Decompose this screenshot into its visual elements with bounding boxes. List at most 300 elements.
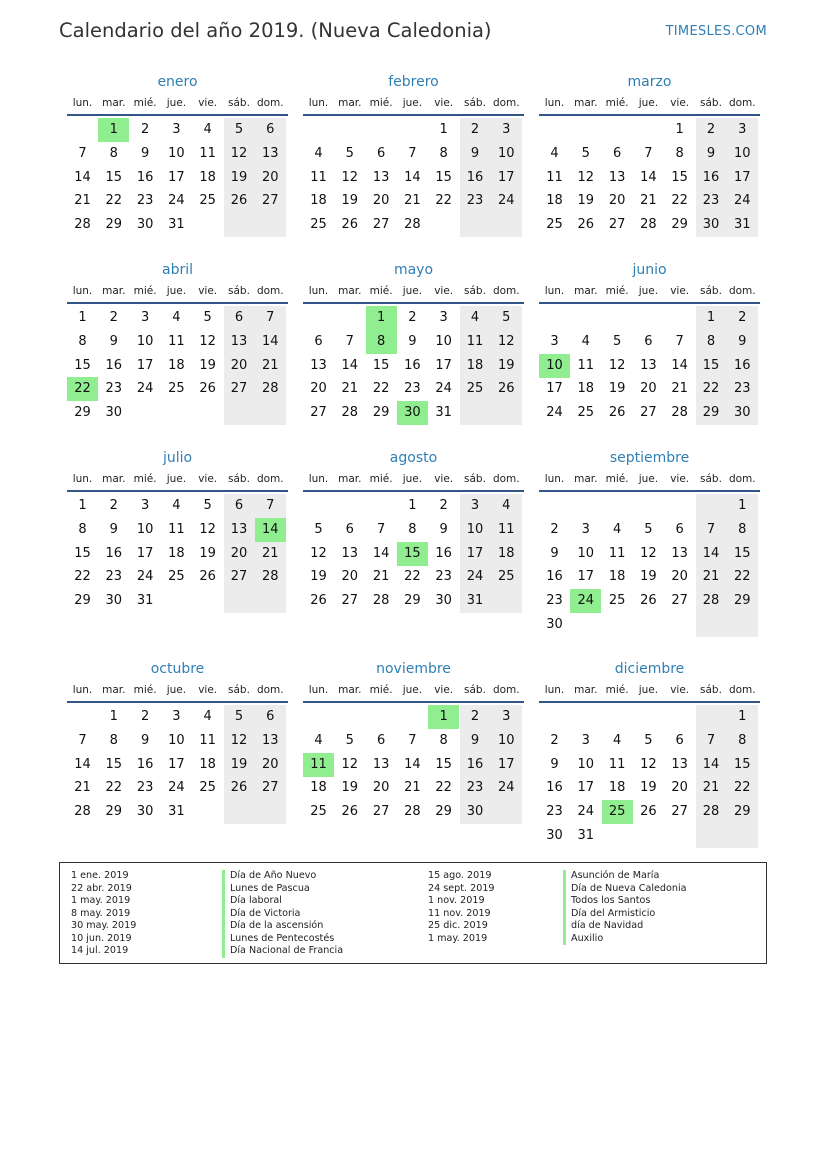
day-cell[interactable]: 4	[491, 494, 522, 518]
day-cell[interactable]: 12	[224, 142, 255, 166]
day-cell[interactable]: 3	[581, 732, 590, 748]
holiday-day-cell[interactable]: 8	[366, 330, 397, 354]
day-cell[interactable]: 26	[640, 593, 657, 609]
day-cell[interactable]: 17	[460, 542, 491, 566]
day-cell[interactable]: 29	[74, 593, 91, 609]
day-cell[interactable]: 14	[255, 330, 286, 354]
day-cell[interactable]: 14	[404, 756, 421, 772]
day-cell[interactable]: 9	[408, 333, 417, 349]
day-cell[interactable]: 25	[546, 217, 563, 233]
day-cell[interactable]: 29	[105, 804, 123, 820]
holiday-day-cell[interactable]: 14	[255, 518, 286, 542]
day-cell[interactable]: 13	[224, 330, 255, 354]
day-cell[interactable]: 18	[310, 780, 327, 796]
day-cell[interactable]: 25	[168, 569, 185, 585]
holiday-day-cell[interactable]: 10	[539, 354, 570, 378]
day-cell[interactable]: 8	[727, 729, 758, 753]
holiday-day-cell[interactable]: 11	[303, 753, 334, 777]
day-cell[interactable]: 12	[640, 545, 657, 561]
brand-logo[interactable]: TIMESLES.COM	[665, 24, 767, 39]
day-cell[interactable]: 20	[640, 381, 657, 397]
day-cell[interactable]: 16	[727, 354, 758, 378]
day-cell[interactable]: 14	[74, 756, 91, 772]
day-cell[interactable]: 20	[255, 753, 286, 777]
day-cell[interactable]: 13	[671, 756, 688, 772]
day-cell[interactable]: 19	[491, 354, 522, 378]
day-cell[interactable]: 7	[408, 145, 417, 161]
day-cell[interactable]: 15	[435, 756, 452, 772]
day-cell[interactable]: 11	[577, 357, 595, 373]
day-cell[interactable]: 18	[608, 780, 626, 796]
day-cell[interactable]: 18	[199, 169, 216, 185]
day-cell[interactable]: 2	[140, 122, 150, 137]
day-cell[interactable]: 18	[460, 354, 491, 378]
day-cell[interactable]: 7	[644, 145, 653, 161]
day-cell[interactable]: 28	[696, 589, 727, 613]
day-cell[interactable]: 3	[491, 705, 522, 729]
day-cell[interactable]: 18	[199, 756, 216, 772]
day-cell[interactable]: 27	[372, 217, 390, 233]
day-cell[interactable]: 13	[341, 545, 359, 561]
day-cell[interactable]: 21	[404, 193, 421, 209]
day-cell[interactable]: 27	[341, 593, 359, 609]
day-cell[interactable]: 26	[224, 776, 255, 800]
day-cell[interactable]: 2	[550, 732, 559, 748]
day-cell[interactable]: 11	[168, 521, 185, 537]
day-cell[interactable]: 6	[376, 145, 386, 161]
day-cell[interactable]: 31	[168, 804, 185, 820]
day-cell[interactable]: 8	[696, 330, 727, 354]
day-cell[interactable]: 28	[372, 593, 390, 609]
day-cell[interactable]: 11	[310, 169, 327, 185]
day-cell[interactable]: 9	[550, 756, 559, 772]
day-cell[interactable]: 19	[608, 381, 626, 397]
day-cell[interactable]: 21	[696, 565, 727, 589]
day-cell[interactable]: 19	[640, 569, 657, 585]
day-cell[interactable]: 10	[727, 142, 758, 166]
day-cell[interactable]: 6	[224, 494, 255, 518]
day-cell[interactable]: 2	[109, 310, 118, 325]
day-cell[interactable]: 31	[727, 213, 758, 237]
day-cell[interactable]: 18	[168, 357, 185, 373]
day-cell[interactable]: 25	[199, 780, 216, 796]
day-cell[interactable]: 2	[140, 709, 150, 724]
day-cell[interactable]: 16	[105, 545, 123, 561]
day-cell[interactable]: 12	[199, 333, 216, 349]
day-cell[interactable]: 17	[435, 357, 452, 373]
day-cell[interactable]: 26	[608, 405, 626, 421]
day-cell[interactable]: 21	[255, 354, 286, 378]
day-cell[interactable]: 4	[581, 333, 590, 349]
day-cell[interactable]: 3	[581, 521, 590, 537]
day-cell[interactable]: 15	[435, 169, 452, 185]
day-cell[interactable]: 30	[460, 800, 491, 824]
day-cell[interactable]: 14	[671, 357, 688, 373]
day-cell[interactable]: 5	[612, 333, 622, 349]
day-cell[interactable]: 28	[404, 217, 421, 233]
day-cell[interactable]: 15	[74, 545, 91, 561]
day-cell[interactable]: 21	[671, 381, 688, 397]
day-cell[interactable]: 17	[168, 169, 185, 185]
day-cell[interactable]: 22	[435, 193, 452, 209]
day-cell[interactable]: 21	[696, 776, 727, 800]
day-cell[interactable]: 30	[696, 213, 727, 237]
day-cell[interactable]: 17	[727, 166, 758, 190]
day-cell[interactable]: 2	[109, 498, 118, 513]
day-cell[interactable]: 15	[727, 542, 758, 566]
day-cell[interactable]: 17	[168, 756, 185, 772]
day-cell[interactable]: 24	[577, 804, 595, 820]
day-cell[interactable]: 28	[341, 405, 359, 421]
day-cell[interactable]: 25	[310, 217, 327, 233]
day-cell[interactable]: 2	[460, 705, 491, 729]
day-cell[interactable]: 9	[696, 142, 727, 166]
day-cell[interactable]: 20	[310, 381, 327, 397]
day-cell[interactable]: 29	[435, 804, 452, 820]
day-cell[interactable]: 7	[255, 306, 286, 330]
day-cell[interactable]: 31	[136, 593, 154, 609]
day-cell[interactable]: 1	[78, 498, 87, 513]
day-cell[interactable]: 15	[74, 357, 91, 373]
day-cell[interactable]: 9	[439, 521, 448, 537]
day-cell[interactable]: 4	[550, 145, 559, 161]
day-cell[interactable]: 20	[372, 780, 390, 796]
day-cell[interactable]: 23	[136, 780, 154, 796]
day-cell[interactable]: 25	[168, 381, 185, 397]
day-cell[interactable]: 3	[172, 122, 181, 137]
day-cell[interactable]: 10	[168, 145, 185, 161]
day-cell[interactable]: 28	[671, 405, 688, 421]
day-cell[interactable]: 27	[671, 804, 688, 820]
day-cell[interactable]: 14	[74, 169, 91, 185]
day-cell[interactable]: 12	[640, 756, 657, 772]
day-cell[interactable]: 7	[696, 518, 727, 542]
day-cell[interactable]: 28	[404, 804, 421, 820]
day-cell[interactable]: 7	[78, 145, 87, 161]
holiday-day-cell[interactable]: 24	[570, 589, 601, 613]
day-cell[interactable]: 16	[105, 357, 123, 373]
day-cell[interactable]: 4	[612, 521, 622, 537]
day-cell[interactable]: 31	[168, 217, 185, 233]
day-cell[interactable]: 25	[577, 405, 595, 421]
day-cell[interactable]: 29	[105, 217, 123, 233]
day-cell[interactable]: 4	[203, 122, 212, 137]
day-cell[interactable]: 23	[136, 193, 154, 209]
day-cell[interactable]: 6	[224, 306, 255, 330]
day-cell[interactable]: 11	[608, 756, 626, 772]
day-cell[interactable]: 1	[696, 306, 727, 330]
day-cell[interactable]: 8	[109, 145, 118, 161]
day-cell[interactable]: 19	[224, 753, 255, 777]
day-cell[interactable]: 10	[435, 333, 452, 349]
day-cell[interactable]: 16	[546, 569, 563, 585]
day-cell[interactable]: 20	[671, 569, 688, 585]
day-cell[interactable]: 15	[105, 169, 123, 185]
day-cell[interactable]: 22	[435, 780, 452, 796]
day-cell[interactable]: 12	[577, 169, 595, 185]
day-cell[interactable]: 2	[439, 498, 448, 513]
day-cell[interactable]: 31	[460, 589, 491, 613]
day-cell[interactable]: 3	[550, 333, 559, 349]
day-cell[interactable]: 12	[310, 545, 327, 561]
day-cell[interactable]: 26	[577, 217, 595, 233]
day-cell[interactable]: 28	[255, 565, 286, 589]
day-cell[interactable]: 21	[74, 780, 91, 796]
day-cell[interactable]: 21	[341, 381, 359, 397]
day-cell[interactable]: 29	[372, 405, 390, 421]
day-cell[interactable]: 27	[255, 776, 286, 800]
day-cell[interactable]: 6	[612, 145, 622, 161]
day-cell[interactable]: 18	[608, 569, 626, 585]
day-cell[interactable]: 15	[696, 354, 727, 378]
day-cell[interactable]: 13	[372, 169, 390, 185]
day-cell[interactable]: 29	[727, 589, 758, 613]
day-cell[interactable]: 27	[310, 405, 327, 421]
day-cell[interactable]: 20	[224, 542, 255, 566]
day-cell[interactable]: 31	[577, 828, 595, 843]
day-cell[interactable]: 1	[78, 310, 87, 325]
day-cell[interactable]: 9	[460, 142, 491, 166]
day-cell[interactable]: 3	[727, 118, 758, 142]
day-cell[interactable]: 5	[203, 498, 212, 513]
day-cell[interactable]: 9	[109, 333, 118, 349]
day-cell[interactable]: 15	[105, 756, 123, 772]
day-cell[interactable]: 14	[341, 357, 359, 373]
day-cell[interactable]: 4	[203, 709, 212, 724]
day-cell[interactable]: 4	[314, 732, 323, 748]
day-cell[interactable]: 22	[727, 565, 758, 589]
day-cell[interactable]: 29	[671, 217, 688, 233]
day-cell[interactable]: 16	[136, 756, 154, 772]
day-cell[interactable]: 15	[372, 357, 390, 373]
day-cell[interactable]: 27	[224, 565, 255, 589]
day-cell[interactable]: 30	[105, 405, 123, 421]
day-cell[interactable]: 13	[255, 729, 286, 753]
holiday-day-cell[interactable]: 1	[366, 306, 397, 330]
day-cell[interactable]: 10	[136, 333, 154, 349]
holiday-day-cell[interactable]: 1	[428, 705, 459, 729]
day-cell[interactable]: 10	[577, 545, 595, 561]
day-cell[interactable]: 17	[136, 357, 154, 373]
day-cell[interactable]: 7	[345, 333, 354, 349]
day-cell[interactable]: 27	[608, 217, 626, 233]
day-cell[interactable]: 17	[136, 545, 154, 561]
day-cell[interactable]: 11	[199, 145, 216, 161]
day-cell[interactable]: 21	[255, 542, 286, 566]
day-cell[interactable]: 5	[203, 310, 212, 325]
day-cell[interactable]: 24	[546, 405, 563, 421]
day-cell[interactable]: 20	[608, 193, 626, 209]
day-cell[interactable]: 4	[172, 310, 181, 325]
day-cell[interactable]: 5	[345, 145, 354, 161]
day-cell[interactable]: 13	[671, 545, 688, 561]
day-cell[interactable]: 19	[640, 780, 657, 796]
day-cell[interactable]: 22	[404, 569, 421, 585]
day-cell[interactable]: 24	[168, 193, 185, 209]
day-cell[interactable]: 8	[408, 521, 417, 537]
day-cell[interactable]: 10	[136, 521, 154, 537]
day-cell[interactable]: 24	[136, 569, 154, 585]
day-cell[interactable]: 8	[439, 145, 448, 161]
holiday-day-cell[interactable]: 30	[397, 401, 428, 425]
day-cell[interactable]: 13	[224, 518, 255, 542]
day-cell[interactable]: 22	[727, 776, 758, 800]
day-cell[interactable]: 30	[546, 617, 563, 632]
day-cell[interactable]: 7	[78, 732, 87, 748]
day-cell[interactable]: 3	[172, 709, 181, 724]
day-cell[interactable]: 7	[408, 732, 417, 748]
day-cell[interactable]: 18	[491, 542, 522, 566]
day-cell[interactable]: 6	[255, 118, 286, 142]
day-cell[interactable]: 26	[224, 189, 255, 213]
day-cell[interactable]: 9	[140, 145, 150, 161]
day-cell[interactable]: 26	[341, 804, 359, 820]
day-cell[interactable]: 24	[491, 776, 522, 800]
day-cell[interactable]: 19	[199, 545, 216, 561]
day-cell[interactable]: 1	[675, 122, 684, 137]
day-cell[interactable]: 1	[727, 705, 758, 729]
day-cell[interactable]: 18	[168, 545, 185, 561]
day-cell[interactable]: 6	[644, 333, 653, 349]
day-cell[interactable]: 9	[460, 729, 491, 753]
day-cell[interactable]: 24	[727, 189, 758, 213]
day-cell[interactable]: 20	[224, 354, 255, 378]
day-cell[interactable]: 12	[341, 169, 359, 185]
day-cell[interactable]: 23	[105, 569, 123, 585]
day-cell[interactable]: 20	[255, 166, 286, 190]
day-cell[interactable]: 26	[640, 804, 657, 820]
holiday-day-cell[interactable]: 15	[397, 542, 428, 566]
day-cell[interactable]: 10	[491, 729, 522, 753]
day-cell[interactable]: 25	[491, 565, 522, 589]
day-cell[interactable]: 14	[640, 169, 657, 185]
day-cell[interactable]: 1	[408, 498, 417, 513]
day-cell[interactable]: 20	[341, 569, 359, 585]
day-cell[interactable]: 26	[199, 569, 216, 585]
day-cell[interactable]: 30	[546, 828, 563, 843]
day-cell[interactable]: 12	[199, 521, 216, 537]
day-cell[interactable]: 7	[255, 494, 286, 518]
day-cell[interactable]: 11	[460, 330, 491, 354]
day-cell[interactable]: 5	[644, 521, 653, 537]
day-cell[interactable]: 17	[546, 381, 563, 397]
day-cell[interactable]: 28	[74, 217, 91, 233]
day-cell[interactable]: 3	[140, 310, 150, 325]
day-cell[interactable]: 2	[696, 118, 727, 142]
day-cell[interactable]: 23	[460, 776, 491, 800]
day-cell[interactable]: 24	[460, 565, 491, 589]
day-cell[interactable]: 6	[314, 333, 323, 349]
day-cell[interactable]: 13	[255, 142, 286, 166]
day-cell[interactable]: 5	[491, 306, 522, 330]
day-cell[interactable]: 12	[224, 729, 255, 753]
day-cell[interactable]: 27	[640, 405, 657, 421]
day-cell[interactable]: 8	[78, 333, 87, 349]
day-cell[interactable]: 15	[671, 169, 688, 185]
day-cell[interactable]: 30	[136, 804, 154, 820]
day-cell[interactable]: 10	[491, 142, 522, 166]
day-cell[interactable]: 3	[140, 498, 150, 513]
day-cell[interactable]: 23	[696, 189, 727, 213]
day-cell[interactable]: 17	[491, 166, 522, 190]
day-cell[interactable]: 20	[671, 780, 688, 796]
day-cell[interactable]: 12	[341, 756, 359, 772]
day-cell[interactable]: 30	[136, 217, 154, 233]
day-cell[interactable]: 21	[640, 193, 657, 209]
day-cell[interactable]: 27	[671, 593, 688, 609]
day-cell[interactable]: 23	[404, 381, 421, 397]
day-cell[interactable]: 14	[404, 169, 421, 185]
day-cell[interactable]: 19	[577, 193, 595, 209]
day-cell[interactable]: 30	[105, 593, 123, 609]
day-cell[interactable]: 16	[696, 166, 727, 190]
day-cell[interactable]: 6	[255, 705, 286, 729]
day-cell[interactable]: 31	[435, 405, 452, 421]
day-cell[interactable]: 3	[439, 310, 448, 325]
day-cell[interactable]: 16	[404, 357, 421, 373]
day-cell[interactable]: 18	[310, 193, 327, 209]
day-cell[interactable]: 4	[460, 306, 491, 330]
day-cell[interactable]: 28	[74, 804, 91, 820]
holiday-day-cell[interactable]: 1	[98, 118, 129, 142]
day-cell[interactable]: 29	[74, 405, 91, 421]
day-cell[interactable]: 5	[314, 521, 323, 537]
day-cell[interactable]: 22	[74, 569, 91, 585]
day-cell[interactable]: 8	[78, 521, 87, 537]
day-cell[interactable]: 23	[460, 189, 491, 213]
day-cell[interactable]: 8	[439, 732, 448, 748]
day-cell[interactable]: 27	[224, 377, 255, 401]
day-cell[interactable]: 11	[168, 333, 185, 349]
day-cell[interactable]: 14	[696, 542, 727, 566]
day-cell[interactable]: 25	[460, 377, 491, 401]
day-cell[interactable]: 9	[140, 732, 150, 748]
day-cell[interactable]: 28	[640, 217, 657, 233]
day-cell[interactable]: 11	[546, 169, 563, 185]
day-cell[interactable]: 4	[612, 732, 622, 748]
day-cell[interactable]: 15	[727, 753, 758, 777]
day-cell[interactable]: 4	[172, 498, 181, 513]
day-cell[interactable]: 18	[577, 381, 595, 397]
day-cell[interactable]: 26	[341, 217, 359, 233]
day-cell[interactable]: 24	[136, 381, 154, 397]
day-cell[interactable]: 21	[404, 780, 421, 796]
day-cell[interactable]: 11	[608, 545, 626, 561]
day-cell[interactable]: 16	[546, 780, 563, 796]
day-cell[interactable]: 25	[310, 804, 327, 820]
day-cell[interactable]: 22	[372, 381, 390, 397]
day-cell[interactable]: 23	[435, 569, 452, 585]
day-cell[interactable]: 5	[581, 145, 590, 161]
day-cell[interactable]: 16	[435, 545, 452, 561]
day-cell[interactable]: 24	[491, 189, 522, 213]
day-cell[interactable]: 27	[372, 804, 390, 820]
day-cell[interactable]: 16	[136, 169, 154, 185]
day-cell[interactable]: 21	[372, 569, 390, 585]
day-cell[interactable]: 22	[671, 193, 688, 209]
day-cell[interactable]: 23	[546, 804, 563, 820]
day-cell[interactable]: 6	[345, 521, 354, 537]
day-cell[interactable]: 6	[675, 732, 684, 748]
day-cell[interactable]: 30	[435, 593, 452, 609]
day-cell[interactable]: 3	[460, 494, 491, 518]
day-cell[interactable]: 17	[491, 753, 522, 777]
day-cell[interactable]: 10	[460, 518, 491, 542]
day-cell[interactable]: 27	[255, 189, 286, 213]
day-cell[interactable]: 12	[608, 357, 626, 373]
day-cell[interactable]: 24	[435, 381, 452, 397]
day-cell[interactable]: 12	[491, 330, 522, 354]
